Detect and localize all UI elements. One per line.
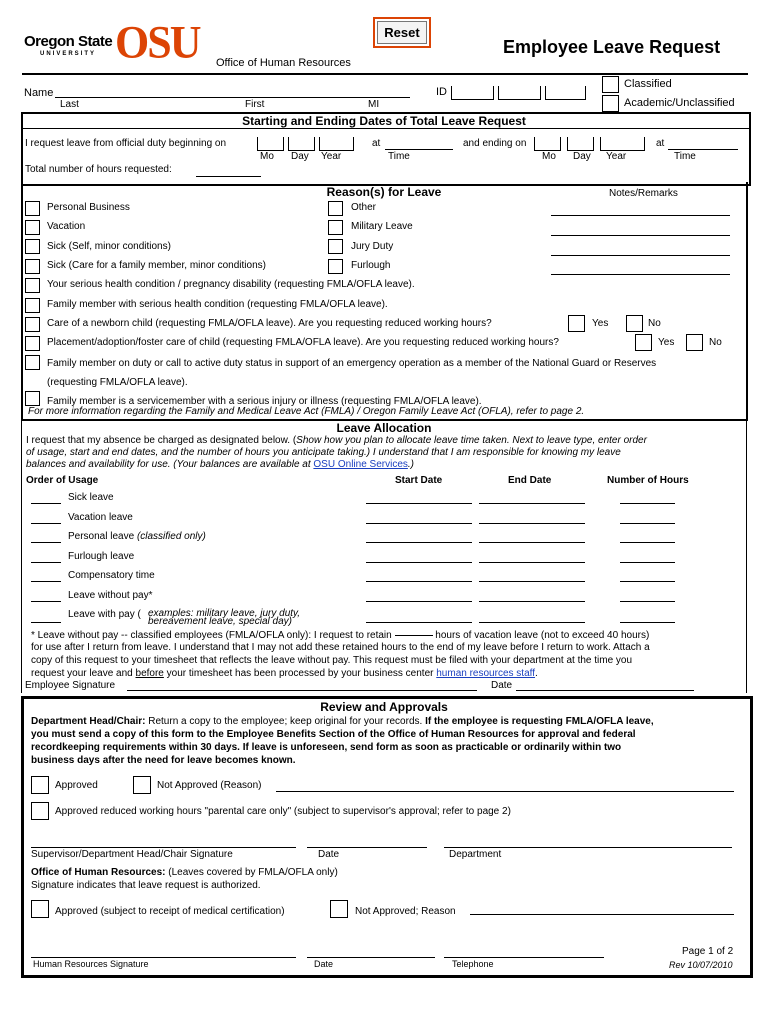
approved-medical-label: Approved (subject to receipt of medical certification) <box>55 906 285 917</box>
hr-staff-link[interactable]: human resources staff <box>436 668 536 679</box>
start-at-label: at <box>372 138 381 149</box>
lwp-note-2: bereavement leave, special day) <box>148 616 292 627</box>
supervisor-signature-field[interactable] <box>31 847 296 848</box>
placement-no-label: No <box>709 337 722 348</box>
dept-bold-2: you must send a copy of this form to the Employee Benefits Section of the Office of Human Resources for approval and federal <box>31 729 636 740</box>
ending-text: and ending on <box>463 138 527 149</box>
intro-text-2: Show how you plan to allocate leave time taken. Next to leave type, enter order <box>296 435 647 446</box>
form-title: Employee Leave Request <box>503 37 721 57</box>
personal-label: Personal leave <box>68 531 135 542</box>
personal-note: (classified only) <box>136 531 206 542</box>
leave-row-furlough: Furlough leave <box>68 551 135 562</box>
name-label: Name <box>24 87 54 99</box>
fmla-family-text: Family member with serious health condition (requesting FMLA/OFLA leave). <box>47 299 388 310</box>
vacation-end-field[interactable] <box>479 523 585 524</box>
not-approved-reason-field[interactable] <box>276 791 734 792</box>
name-field[interactable] <box>55 97 410 98</box>
dept-head-paragraph <box>31 715 743 767</box>
sick-family-checkbox[interactable] <box>25 259 40 274</box>
hr-label: Office of Human Resources: <box>31 867 166 878</box>
lwop-text-4c: your timesheet has been processed by your business center <box>163 668 437 679</box>
revision-date: Rev 10/07/2010 <box>669 960 733 970</box>
reset-button-label: Reset <box>377 21 427 44</box>
hr-line-2: Signature indicates that leave request is authorized. <box>31 880 261 891</box>
leave-row-personal <box>68 531 206 542</box>
review-title: Review and Approvals <box>320 700 448 714</box>
leave-row-sick: Sick leave <box>68 492 114 503</box>
end-year-label: Year <box>606 151 627 162</box>
supervisor-date-label: Date <box>318 849 340 860</box>
fmla-military-duty-text-2: (requesting FMLA/OFLA leave). <box>47 377 188 388</box>
lwp-hours-field[interactable] <box>620 622 675 623</box>
start-year-label: Year <box>321 151 342 162</box>
personal-hours-field[interactable] <box>620 542 675 543</box>
page-number: Page 1 of 2 <box>682 946 734 957</box>
leave-row-lwp: Leave with pay ( <box>68 609 141 620</box>
hr-paragraph <box>31 866 338 892</box>
lwop-text-4a: request your leave and <box>31 668 136 679</box>
dept-bold-1: If the employee is requesting FMLA/OFLA leave, <box>425 716 654 727</box>
approved-label: Approved <box>55 780 98 791</box>
fmla-placement-text: Placement/adoption/foster care of child (requesting FMLA/OFLA leave). Are you requesting reduced working hours? <box>47 337 559 348</box>
reduced-hours-checkbox[interactable] <box>31 802 49 820</box>
approved-medical-checkbox[interactable] <box>31 900 49 918</box>
placement-yes-label: Yes <box>658 337 675 348</box>
id-label: ID <box>436 86 447 98</box>
reset-button[interactable] <box>373 17 431 48</box>
personal-start-field[interactable] <box>366 542 472 543</box>
end-at-label: at <box>656 138 665 149</box>
logo-text: Oregon State <box>24 33 113 50</box>
other-checkbox[interactable] <box>328 201 343 216</box>
furlough-checkbox[interactable] <box>328 259 343 274</box>
furlough-end-field[interactable] <box>479 562 585 563</box>
not-approved-label: Not Approved (Reason) <box>157 780 262 791</box>
placement-yes-checkbox[interactable] <box>635 334 652 351</box>
notes-label: Notes/Remarks <box>609 188 678 199</box>
lwop-text-4 <box>31 668 538 679</box>
lwop-text-4d: . <box>535 668 538 679</box>
fmla-more-info: For more information regarding the Family and Medical Leave Act (FMLA) / Oregon Family Leave Act (OFLA), refer to page 2. <box>28 406 585 417</box>
dept-head-label: Department Head/Chair: <box>31 716 146 727</box>
end-time-field[interactable] <box>668 149 738 150</box>
lwp-end-field[interactable] <box>479 622 585 623</box>
reason-other: Other <box>351 202 377 213</box>
reason-military: Military Leave <box>351 221 413 232</box>
vacation-checkbox[interactable] <box>25 220 40 235</box>
lwop-start-field[interactable] <box>366 601 472 602</box>
lwop-text-2: for use after I return from leave. I understand that I may not add these retained hours to the end of my leave before I return to work. Attach a <box>31 642 650 653</box>
dept-bold-3: recordkeeping requirements within 30 days. If leave is unforeseen, send form as soon as practicable or ordinarily within two <box>31 742 622 753</box>
supervisor-signature-label: Supervisor/Department Head/Chair Signature <box>31 849 233 860</box>
hr-signature-field[interactable] <box>31 957 296 958</box>
newborn-yes-label: Yes <box>592 318 609 329</box>
furlough-hours-field[interactable] <box>620 562 675 563</box>
hr-signature-label: Human Resources Signature <box>33 959 149 969</box>
fmla-own-text: Your serious health condition / pregnancy disability (requesting FMLA/OFLA leave). <box>47 279 415 290</box>
lwop-text-3: copy of this request to your timesheet that reflects the leave without pay. This request must be filed with your department at the time you <box>31 655 633 666</box>
personal-end-field[interactable] <box>479 542 585 543</box>
comp-start-field[interactable] <box>366 581 472 582</box>
newborn-yes-checkbox[interactable] <box>568 315 585 332</box>
notes-line-4[interactable] <box>551 274 730 275</box>
supervisor-date-field[interactable] <box>307 847 427 848</box>
reason-vacation: Vacation <box>47 221 86 232</box>
fmla-military-duty-checkbox[interactable] <box>25 355 40 370</box>
classified-label: Classified <box>624 78 672 90</box>
comp-order-field[interactable] <box>31 581 61 582</box>
comp-end-field[interactable] <box>479 581 585 582</box>
dates-title-rule <box>21 128 749 129</box>
fmla-own-checkbox[interactable] <box>25 278 40 293</box>
start-time-label: Time <box>388 151 410 162</box>
col-end: End Date <box>508 475 552 486</box>
department-name: Office of Human Resources <box>216 57 351 69</box>
reasons-left-border <box>21 182 23 420</box>
academic-checkbox[interactable] <box>602 95 619 112</box>
hr-text: (Leaves covered by FMLA/OFLA only) <box>165 867 338 878</box>
hours-field[interactable] <box>196 176 261 177</box>
lwop-text-4b: before <box>135 668 164 679</box>
lwop-order-field[interactable] <box>31 601 61 602</box>
leave-row-vacation: Vacation leave <box>68 512 133 523</box>
vacation-order-field[interactable] <box>31 523 61 524</box>
fmla-newborn-text: Care of a newborn child (requesting FMLA/OFLA leave). Are you requesting reduced working hours? <box>47 318 492 329</box>
end-day-label: Day <box>573 151 591 162</box>
fmla-family-checkbox[interactable] <box>25 298 40 313</box>
newborn-no-checkbox[interactable] <box>626 315 643 332</box>
hr-reason-field[interactable] <box>470 914 734 915</box>
hr-telephone-field[interactable] <box>444 957 604 958</box>
comp-hours-field[interactable] <box>620 581 675 582</box>
hr-not-approved-checkbox[interactable] <box>330 900 348 918</box>
personal-order-field[interactable] <box>31 542 61 543</box>
fmla-newborn-checkbox[interactable] <box>25 317 40 332</box>
dept-bold-4: business days after the need for leave becomes known. <box>31 755 296 766</box>
start-time-field[interactable] <box>385 149 453 150</box>
employee-signature-field[interactable] <box>127 690 477 691</box>
end-mo-label: Mo <box>542 151 556 162</box>
vacation-start-field[interactable] <box>366 523 472 524</box>
allocation-title: Leave Allocation <box>336 421 432 435</box>
osu-online-services-link[interactable]: OSU Online Services <box>313 459 408 470</box>
furlough-order-field[interactable] <box>31 562 61 563</box>
employee-date-field[interactable] <box>516 690 694 691</box>
reasons-title: Reason(s) for Leave <box>326 185 442 199</box>
leave-row-comp: Compensatory time <box>68 570 155 581</box>
leave-row-lwop: Leave without pay* <box>68 590 153 601</box>
retain-hours-field[interactable] <box>395 635 433 636</box>
lwop-text-1: * Leave without pay -- classified employees (FMLA/OFLA only): I request to retain <box>31 630 392 641</box>
intro-text-end: .) <box>407 459 414 470</box>
reason-sick-self: Sick (Self, minor conditions) <box>47 241 171 252</box>
supervisor-department-label: Department <box>449 849 502 860</box>
employee-date-label: Date <box>491 680 513 691</box>
first-label: First <box>245 99 265 110</box>
sick-start-field[interactable] <box>366 503 472 504</box>
hours-text: Total number of hours requested: <box>25 164 172 175</box>
reasons-right-border <box>746 182 748 420</box>
vacation-hours-field[interactable] <box>620 523 675 524</box>
employee-signature-label: Employee Signature <box>25 680 116 691</box>
reason-personal-business: Personal Business <box>47 202 130 213</box>
hr-date-field[interactable] <box>307 957 435 958</box>
hr-telephone-label: Telephone <box>452 959 494 969</box>
reduced-hours-label: Approved reduced working hours "parental care only" (subject to supervisor's approval; refer to page 2) <box>55 806 511 817</box>
sick-order-field[interactable] <box>31 503 61 504</box>
lwp-note-1: examples: military leave, jury duty, <box>148 608 301 619</box>
col-order: Order of Usage <box>26 475 99 486</box>
col-start: Start Date <box>395 475 443 486</box>
sick-end-field[interactable] <box>479 503 585 504</box>
newborn-no-label: No <box>648 318 661 329</box>
end-time-label: Time <box>674 151 696 162</box>
logo-subtext: UNIVERSITY <box>40 51 97 57</box>
jury-checkbox[interactable] <box>328 239 343 254</box>
logo-mark: OSU <box>115 16 200 69</box>
lwop-text-1b: hours of vacation leave (not to exceed 40 hours) <box>435 630 650 641</box>
lwp-start-field[interactable] <box>366 622 472 623</box>
notes-line-3[interactable] <box>551 255 730 256</box>
lwop-hours-field[interactable] <box>620 601 675 602</box>
military-checkbox[interactable] <box>328 220 343 235</box>
notes-line-1[interactable] <box>551 215 730 216</box>
start-date-field[interactable] <box>257 137 355 151</box>
intro-text-3: of usage, start and end dates, and the number of hours you anticipate taking.) I understand that I am responsible for knowing my leave <box>26 447 621 458</box>
last-label: Last <box>60 99 79 110</box>
lwop-paragraph <box>31 629 743 642</box>
intro-text-4: balances and availability for use. (Your balances are available at <box>26 459 314 470</box>
sick-hours-field[interactable] <box>620 503 675 504</box>
supervisor-department-field[interactable] <box>444 847 732 848</box>
approved-checkbox[interactable] <box>31 776 49 794</box>
hr-date-label: Date <box>314 959 334 969</box>
notes-line-2[interactable] <box>551 235 730 236</box>
mi-label: MI <box>368 99 380 110</box>
fmla-military-duty-text: Family member on duty or call to active duty status in support of an emergency operation as a member of the National Guard or Reserves <box>47 358 657 369</box>
allocation-left-border <box>21 419 22 693</box>
reason-furlough: Furlough <box>351 260 391 271</box>
lwop-end-field[interactable] <box>479 601 585 602</box>
reason-jury: Jury Duty <box>351 241 394 252</box>
dept-head-text: Return a copy to the employee; keep original for your records. <box>145 716 426 727</box>
start-day-label: Day <box>291 151 309 162</box>
col-hours: Number of Hours <box>607 475 689 486</box>
id-field[interactable] <box>451 86 587 100</box>
end-date-field[interactable] <box>534 137 646 151</box>
allocation-right-border <box>746 419 747 693</box>
not-approved-checkbox[interactable] <box>133 776 151 794</box>
sick-self-checkbox[interactable] <box>25 239 40 254</box>
dates-title: Starting and Ending Dates of Total Leave Request <box>242 114 526 128</box>
placement-no-checkbox[interactable] <box>686 334 703 351</box>
header-rule <box>22 73 748 75</box>
fmla-servicemember-text: Family member is a servicemember with a serious injury or illness (requesting FMLA/OFLA leave). <box>47 396 482 407</box>
request-text: I request leave from official duty beginning on <box>25 138 227 149</box>
academic-label: Academic/Unclassified <box>624 97 735 109</box>
fmla-placement-checkbox[interactable] <box>25 336 40 351</box>
classified-checkbox[interactable] <box>602 76 619 93</box>
personal-business-checkbox[interactable] <box>25 201 40 216</box>
start-mo-label: Mo <box>260 151 274 162</box>
furlough-start-field[interactable] <box>366 562 472 563</box>
fmla-servicemember-checkbox[interactable] <box>25 391 40 406</box>
hr-not-approved-label: Not Approved; Reason <box>355 906 456 917</box>
intro-text-1: I request that my absence be charged as designated below. ( <box>26 435 297 446</box>
allocation-intro <box>26 435 744 471</box>
reason-sick-family: Sick (Care for a family member, minor conditions) <box>47 260 266 271</box>
lwp-order-field[interactable] <box>31 622 61 623</box>
